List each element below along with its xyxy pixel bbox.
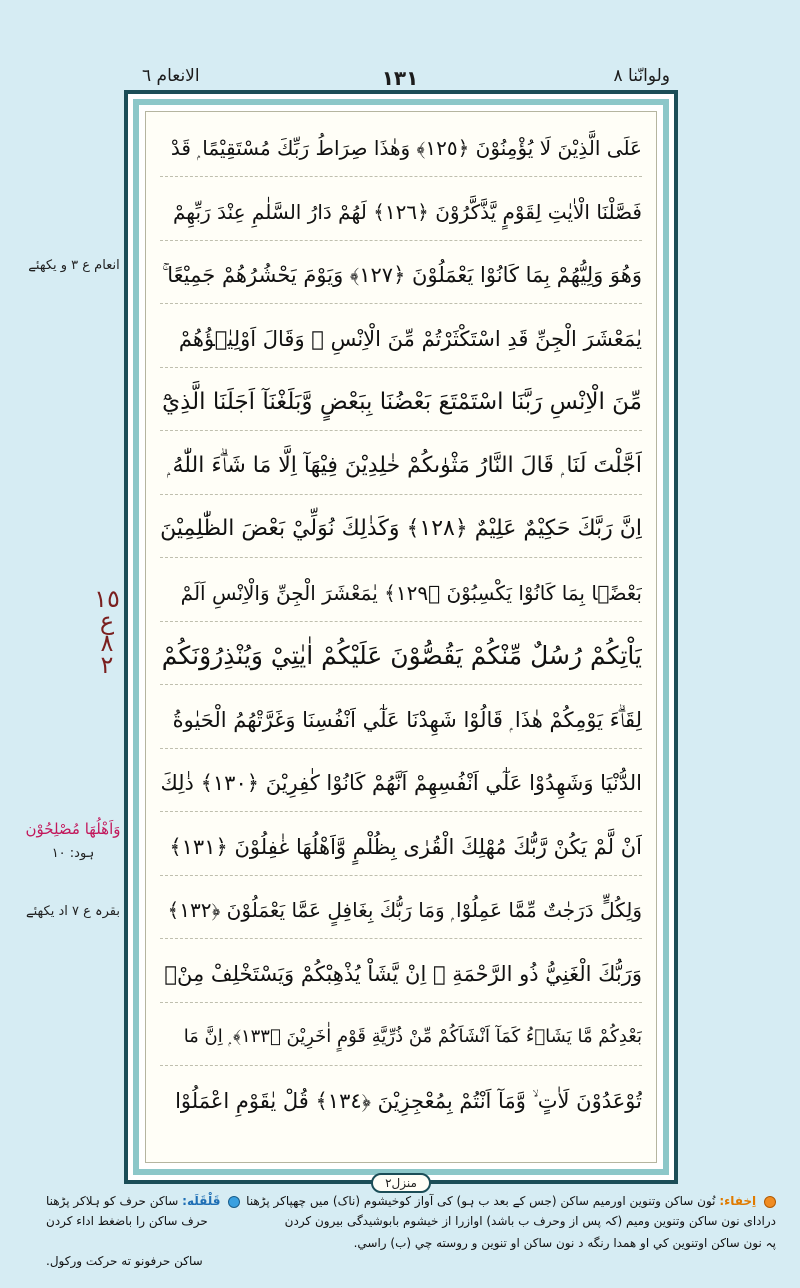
quran-text-area: [145, 111, 657, 1163]
page-header: [130, 66, 670, 92]
quran-line: يَاْتِكُمْ رُسُلٌ مِّنْكُمْ يَقُصُّوْنَ عَلَيْكُمْ اٰيٰتِيْ وَيُنْذِرُوْنَكُمْ: [160, 628, 642, 685]
quran-line: لِقَاۗءَ يَوْمِكُمْ هٰذَا ۭ قَالُوْا شَهِدْنَا عَلٰٓي اَنْفُسِنَا وَغَرَّتْهُمُ الْحَيٰوةُ: [160, 692, 642, 749]
quran-line: اَجَّلْتَ لَنَا ۭ قَالَ النَّارُ مَثْوٰىكُمْ خٰلِدِيْنَ فِيْهَآ اِلَّا مَا شَاۗءَ اللّٰهُ ۭ: [160, 438, 642, 495]
quran-line: بَعْضًۢا بِمَا كَانُوْا يَكْسِبُوْنَ ﴿١٢٩﴾ يٰمَعْشَرَ الْجِنِّ وَالْاِنْسِ اَلَمْ: [160, 565, 642, 622]
ikhfa-pashto-text: پہ نون ساکن اوتنوین کي او همدا رنگه د نون ساکن او تنوین و روسته چي (ب) راسي.: [353, 1236, 776, 1250]
quran-line: وَرَبُّكَ الْغَنِيُّ ذُو الرَّحْمَةِ ۭ اِنْ يَّشَاْ يُذْهِبْكُمْ وَيَسْتَخْلِفْ مِنْۢ: [160, 946, 642, 1003]
juz-name: ولوانّنا ٨: [613, 66, 670, 86]
quran-line: الدُّنْيَا وَشَهِدُوْا عَلٰٓي اَنْفُسِهِمْ اَنَّهُمْ كَانُوْا كٰفِرِيْنَ ﴿١٣٠﴾ ذٰلِكَ: [160, 755, 642, 812]
page-number: ١٣١: [381, 66, 419, 90]
qalqala-pashto-text: ساکن حرفونو ته حرکت ورکول.: [46, 1254, 203, 1268]
qalqala-description: ساکن حرف کو ہلاکر پڑھنا: [46, 1194, 179, 1208]
ikhfa-description: نُون ساکن وتنوین اورمیم ساکن (جس کے بعد ب ہو) کی آواز کوخیشوم (ناک) میں چھپاکر پڑھنا: [246, 1194, 716, 1208]
margin-note-baqarah-ref: بقرہ ع ۷ اد یکھئے: [26, 904, 120, 919]
frame-inner-border: [133, 99, 669, 1175]
quran-line: مِّنَ الْاِنْسِ رَبَّنَا اسْتَمْتَعَ بَعْضُنَا بِبَعْضٍ وَّبَلَغْنَآ اَجَلَنَا الَّذِيْٓ: [160, 374, 642, 431]
margin-note-variant-reading: وَاَهْلُهَا مُصْلِحُوْن: [25, 820, 121, 838]
surah-name: الانعام ٦: [142, 66, 200, 86]
quran-line: عَلَى الَّذِيْنَ لَا يُؤْمِنُوْنَ ﴿١٢٥﴾ وَهٰذَا صِرَاطُ رَبِّكَ مُسْتَقِيْمًا ۭ قَدْ: [160, 120, 642, 177]
quran-line: بَعْدِكُمْ مَّا يَشَاۗءُ كَمَآ اَنْشَاَكُمْ مِّنْ ذُرِّيَّةِ قَوْمٍ اٰخَرِيْنَ ﴿١٣٣﴾ ۭ اِنَّ مَا: [160, 1009, 642, 1066]
margin-note-anam: انعام ع ۳ و یکھئے: [28, 258, 120, 273]
margin-note-hud-ref: ہود: ۱۰: [51, 846, 95, 861]
ikhfa-persian-text: درادای نون ساکن وتنوین ومیم (کہ پس از وحرف ب باشد) اوازرا از خیشوم بابوشیدگی بیرون کردن: [284, 1214, 776, 1228]
ikhfa-label: اِخفاء:: [719, 1194, 757, 1208]
qalqala-label: قَلْقَلَه:: [182, 1194, 221, 1208]
quran-line: وَلِكُلٍّ دَرَجٰتٌ مِّمَّا عَمِلُوْا ۭ وَمَا رَبُّكَ بِغَافِلٍ عَمَّا يَعْمَلُوْنَ ﴿١٣٢﴾: [160, 882, 642, 939]
qalqala-legend: [46, 1194, 240, 1208]
quran-line: اَنْ لَّمْ يَكُنْ رَّبُّكَ مُهْلِكَ الْقُرٰى بِظُلْمٍ وَّاَهْلُهَا غٰفِلُوْنَ ﴿١٣١﴾: [160, 819, 642, 876]
quran-line: اِنَّ رَبَّكَ حَكِيْمٌ عَلِيْمٌ ﴿١٢٨﴾ وَكَذٰلِكَ نُوَلِّيْ بَعْضَ الظّٰلِمِيْنَ: [160, 501, 642, 558]
ikhfa-legend: [246, 1194, 776, 1208]
quran-line: فَصَّلْنَا الْاٰيٰتِ لِقَوْمٍ يَّذَّكَّرُوْنَ ﴿١٢٦﴾ لَهُمْ دَارُ السَّلٰمِ عِنْدَ رَبِّهِمْ: [160, 184, 642, 241]
ikhfa-color-icon: [764, 1196, 776, 1208]
quran-line: وَهُوَ وَلِيُّهُمْ بِمَا كَانُوْا يَعْمَلُوْنَ ﴿١٢٧﴾ وَيَوْمَ يَحْشُرُهُمْ جَمِيْعًا ۚ: [160, 247, 642, 304]
quran-line: تُوْعَدُوْنَ لَاٰتٍ ۙ وَّمَآ اَنْتُمْ بِمُعْجِزِيْنَ ﴿١٣٤﴾ قُلْ يٰقَوْمِ اعْمَلُوْا: [175, 1088, 642, 1113]
manzil-badge: [128, 1172, 674, 1193]
quran-page-frame: [124, 90, 678, 1190]
manzil-label: منزل۲: [371, 1173, 431, 1193]
qalqala-persian-text: حرف ساکن را باضغط اداء کردن: [46, 1214, 208, 1228]
quran-line: يٰمَعْشَرَ الْجِنِّ قَدِ اسْتَكْثَرْتُمْ مِّنَ الْاِنْسِ ۚ وَقَالَ اَوْلِيٰۗؤُهُمْ: [160, 311, 642, 368]
qalqala-color-icon: [228, 1196, 240, 1208]
margin-note-ruku-marker: ١٥ ع ٨ ٢: [94, 585, 120, 679]
